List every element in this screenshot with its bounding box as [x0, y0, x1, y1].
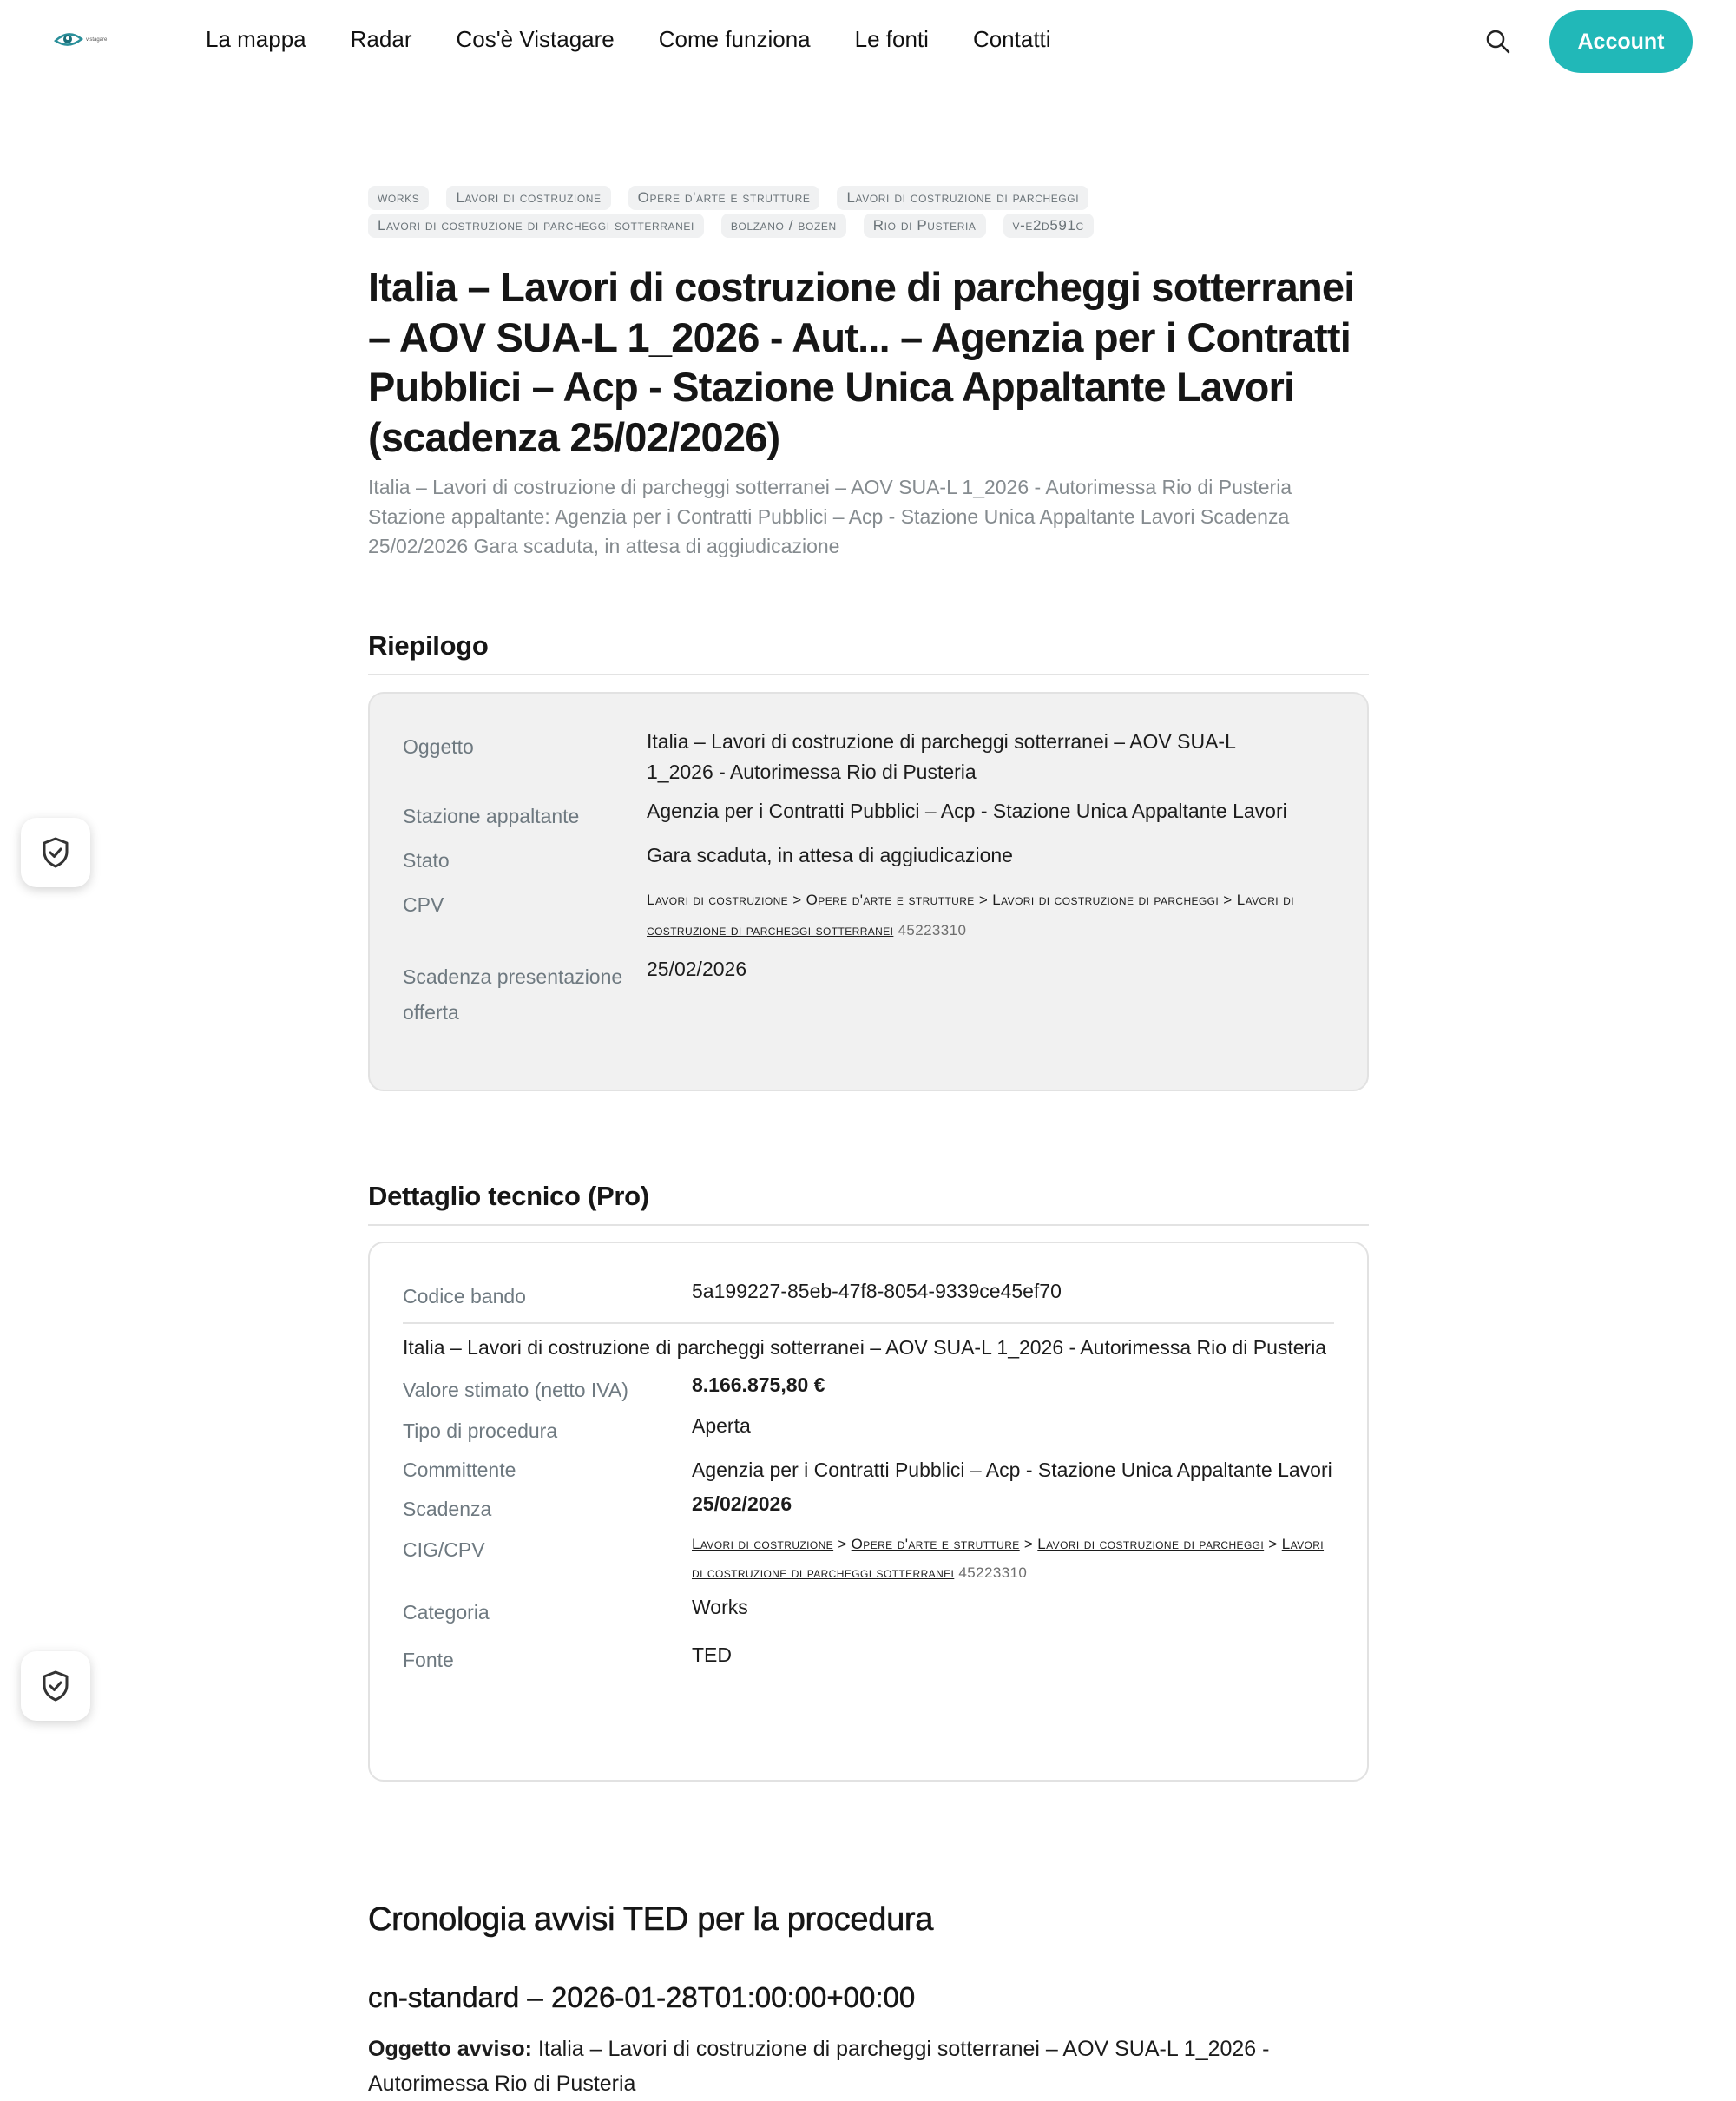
value: Aperta [692, 1414, 751, 1437]
value: Agenzia per i Contratti Pubblici – Acp - Stazione Unica Appaltante Lavori [647, 800, 1287, 822]
separator: > [1268, 1536, 1278, 1552]
label: Scadenza [403, 1498, 492, 1520]
label: Stazione appaltante [403, 805, 580, 827]
notice-subject-value: Italia – Lavori di costruzione di parcheggi sotterranei – AOV SUA-L 1_2026 - Autorimessa Rio di Pusteria [368, 2037, 1270, 2096]
cpv-code: 45223310 [958, 1564, 1028, 1581]
notice-subject [368, 2032, 1369, 2101]
search-icon[interactable] [1484, 28, 1512, 56]
label: CPV [403, 893, 444, 916]
account-button[interactable]: Account [1549, 10, 1693, 73]
value: TED [692, 1643, 732, 1666]
divider [368, 674, 1369, 675]
cpv-link[interactable]: Lavori di costruzione [692, 1536, 834, 1552]
shield-check-icon [41, 1670, 70, 1703]
value: 25/02/2026 [647, 958, 747, 980]
riepilogo-card [368, 692, 1369, 1091]
label: Tipo di procedura [403, 1419, 558, 1442]
label: Categoria [403, 1601, 490, 1624]
value: 5a199227-85eb-47f8-8054-9339ce45ef70 [692, 1280, 1062, 1302]
tecnico-card [368, 1242, 1369, 1782]
value: 8.166.875,80 € [692, 1373, 825, 1396]
label: Codice bando [403, 1285, 526, 1307]
value: 25/02/2026 [692, 1492, 792, 1515]
separator: > [1023, 1536, 1034, 1552]
nav-la-mappa[interactable]: La mappa [206, 26, 306, 52]
separator: > [978, 892, 989, 908]
tag[interactable]: bolzano / bozen [721, 214, 846, 238]
notice-title: cn-standard – 2026-01-28T01:00:00+00:00 [368, 1981, 916, 2013]
nav-cos-e-vistagare[interactable]: Cos'è Vistagare [456, 26, 615, 52]
label: Scadenza presentazione offerta [403, 965, 623, 1024]
label: Committente [403, 1459, 516, 1481]
cronologia-heading: Cronologia avvisi TED per la procedura [368, 1901, 934, 1938]
tag[interactable]: Lavori di costruzione di parcheggi [837, 186, 1088, 210]
shield-check-icon [41, 836, 70, 869]
cpv-path [692, 1530, 1334, 1587]
tag[interactable]: works [368, 186, 429, 210]
label: Fonte [403, 1649, 454, 1671]
value: Agenzia per i Contratti Pubblici – Acp - Stazione Unica Appaltante Lavori [692, 1459, 1332, 1481]
label: Stato [403, 849, 450, 872]
cpv-link[interactable]: Lavori di costruzione di parcheggi [992, 892, 1220, 908]
tag[interactable]: v-e2d591c [1003, 214, 1094, 238]
cpv-link[interactable]: Opere d'arte e strutture [806, 892, 975, 908]
value: Italia – Lavori di costruzione di parcheggi sotterranei – AOV SUA-L 1_2026 - Autorimessa Rio di Pusteria [647, 730, 1236, 783]
tecnico-heading: Dettaglio tecnico (Pro) [368, 1181, 649, 1211]
description: Italia – Lavori di costruzione di parcheggi sotterranei – AOV SUA-L 1_2026 - Autorimessa Rio di Pusteria [403, 1336, 1327, 1359]
privacy-shield-button[interactable] [21, 818, 90, 887]
tag[interactable]: Lavori di costruzione [446, 186, 610, 210]
cpv-link[interactable]: Lavori di costruzione [647, 892, 789, 908]
page-subtitle: Italia – Lavori di costruzione di parcheggi sotterranei – AOV SUA-L 1_2026 - Autorimessa Rio di Pusteria Stazione appaltante: Agenzia per i Contratti Pubblici – Acp - Stazione Unica Appaltante Lavori Scadenza 25/02/2026 Gara scaduta, in attesa di aggiudicazione [368, 476, 1292, 557]
cpv-link[interactable]: Opere d'arte e strutture [851, 1536, 1020, 1552]
nav-contatti[interactable]: Contatti [972, 26, 1051, 52]
tag[interactable]: Rio di Pusteria [864, 214, 986, 238]
top-nav [0, 0, 1736, 87]
nav-radar[interactable]: Radar [350, 26, 412, 52]
page-title: Italia – Lavori di costruzione di parcheggi sotterranei – AOV SUA-L 1_2026 - Aut... – Agenzia per i Contratti Pubblici – Acp - Stazione Unica Appaltante Lavori (scadenza 25/02/2026) [368, 264, 1355, 460]
tag[interactable]: Opere d'arte e strutture [628, 186, 820, 210]
cpv-link[interactable]: Lavori di costruzione di parcheggi sotterranei [647, 892, 1294, 939]
nav-come-funziona[interactable]: Come funziona [658, 26, 811, 52]
divider [368, 1224, 1369, 1226]
cpv-path [647, 885, 1332, 945]
tag-list [368, 186, 1369, 238]
cpv-link[interactable]: Lavori di costruzione di parcheggi [1037, 1536, 1265, 1552]
separator: > [1223, 892, 1233, 908]
notice-subject-label: Oggetto avviso: [368, 2037, 532, 2061]
separator: > [838, 1536, 847, 1552]
cpv-link[interactable]: Lavori di costruzione di parcheggi sotterranei [692, 1536, 1325, 1581]
label: Valore stimato (netto IVA) [403, 1379, 628, 1401]
tag[interactable]: Lavori di costruzione di parcheggi sotterranei [368, 214, 704, 238]
cpv-code: 45223310 [898, 922, 967, 939]
logo-text: vistagare [86, 37, 108, 43]
riepilogo-heading: Riepilogo [368, 630, 489, 661]
separator: > [792, 892, 802, 908]
privacy-shield-button[interactable] [21, 1651, 90, 1721]
value: Works [692, 1596, 748, 1618]
logo[interactable] [54, 23, 123, 57]
value: Gara scaduta, in attesa di aggiudicazione [647, 844, 1013, 866]
eye-logo-icon [54, 30, 83, 49]
nav-le-fonti[interactable]: Le fonti [854, 26, 929, 52]
label: CIG/CPV [403, 1538, 485, 1561]
label: Oggetto [403, 735, 474, 758]
